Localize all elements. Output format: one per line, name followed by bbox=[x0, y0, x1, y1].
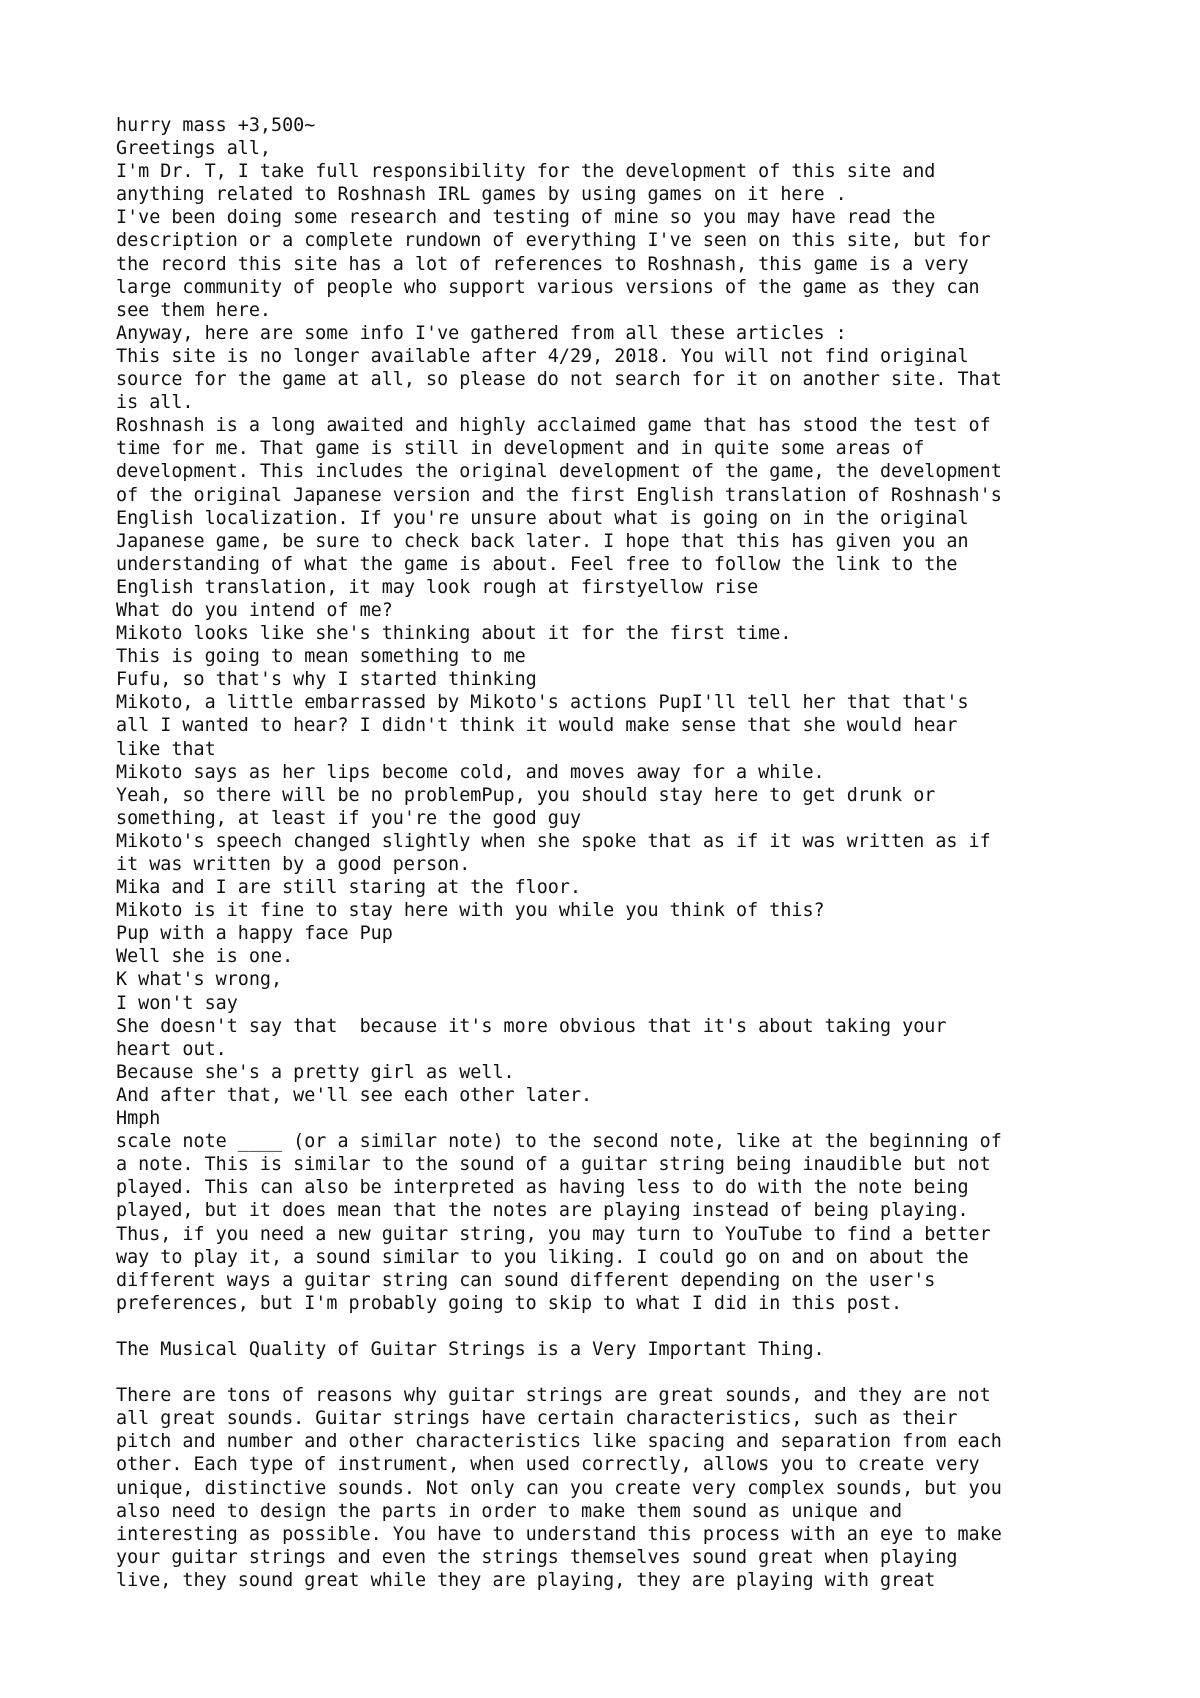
text-line: What do you intend of me? bbox=[116, 599, 393, 621]
text-line: source for the game at all, so please do not search for it on another site. That bbox=[116, 369, 1002, 391]
text-line: all I wanted to hear? I didn't think it would make sense that she would hear bbox=[116, 715, 958, 737]
text-line: I won't say bbox=[116, 992, 238, 1014]
text-line: a note. This is similar to the sound of a guitar string being inaudible but not bbox=[116, 1154, 991, 1176]
text-line: understanding of what the game is about. Feel free to follow the link to the bbox=[116, 553, 958, 575]
text-line: the record this site has a lot of references to Roshnash, this game is a very bbox=[116, 253, 969, 275]
text-line: scale note ____ (or a similar note) to the second note, like at the beginning of bbox=[116, 1131, 1002, 1153]
text-line: anything related to Roshnash IRL games by using games on it here . bbox=[116, 184, 847, 206]
text-line: Greetings all, bbox=[116, 138, 272, 160]
text-line: also need to design the parts in order to make them sound as unique and bbox=[116, 1500, 903, 1522]
text-line: She doesn't say that because it's more obvious that it's about taking your bbox=[116, 1015, 947, 1037]
text-line: I've been doing some research and testing of mine so you may have read the bbox=[116, 207, 936, 229]
text-line: Anyway, here are some info I've gathered from all these articles : bbox=[116, 322, 847, 344]
text-line: it was written by a good person. bbox=[116, 854, 471, 875]
text-line: way to play it, a sound similar to you liking. I could go on and on about the bbox=[116, 1246, 969, 1268]
text-line: Mikoto says as her lips become cold, and moves away for a while. bbox=[116, 761, 825, 783]
text-line: other. Each type of instrument, when used correctly, allows you to create very bbox=[116, 1454, 980, 1476]
text-line: There are tons of reasons why guitar strings are great sounds, and they are not bbox=[116, 1385, 991, 1407]
text-line: Because she's a pretty girl as well. bbox=[116, 1061, 515, 1083]
text-line: Mikoto looks like she's thinking about it for the first time. bbox=[116, 623, 792, 645]
text-line: pitch and number and other characteristics like spacing and separation from each bbox=[116, 1431, 1002, 1453]
text-line: This site is no longer available after 4/29, 2018. You will not find original bbox=[116, 345, 969, 367]
text-line: The Musical Quality of Guitar Strings is a Very Important Thing. bbox=[116, 1338, 825, 1360]
text-line: Mika and I are still staring at the floor. bbox=[116, 877, 582, 899]
text-line: different ways a guitar string can sound different depending on the user's bbox=[116, 1269, 936, 1291]
text-line: all great sounds. Guitar strings have certain characteristics, such as their bbox=[116, 1408, 958, 1430]
text-line: interesting as possible. You have to understand this process with an eye to make bbox=[116, 1523, 1002, 1545]
text-line: K what's wrong, bbox=[116, 969, 283, 991]
text-line: of the original Japanese version and the first English translation of Roshnash's bbox=[116, 484, 1002, 506]
text-line: Japanese game, be sure to check back later. I hope that this has given you an bbox=[116, 530, 969, 552]
text-line: And after that, we'll see each other later. bbox=[116, 1084, 593, 1106]
text-line: Pup with a happy face Pup bbox=[116, 923, 393, 945]
text-line: see them here. bbox=[116, 299, 272, 321]
text-line: time for me. That game is still in development and in quite some areas of bbox=[116, 438, 925, 460]
text-line: unique, distinctive sounds. Not only can you create very complex sounds, but you bbox=[116, 1477, 1002, 1499]
text-line: heart out. bbox=[116, 1038, 227, 1060]
text-line: Thus, if you need a new guitar string, you may turn to YouTube to find a better bbox=[116, 1223, 991, 1245]
text-line: Mikoto, a little embarrassed by Mikoto's actions PupI'll tell her that that's bbox=[116, 692, 969, 714]
text-line: Hmph bbox=[116, 1108, 161, 1130]
text-line: development. This includes the original development of the game, the development bbox=[116, 461, 1002, 483]
text-line: live, they sound great while they are playing, they are playing with great bbox=[116, 1569, 936, 1591]
text-line: Well she is one. bbox=[116, 946, 294, 968]
text-line: English translation, it may look rough at firstyellow rise bbox=[116, 576, 759, 598]
document-page bbox=[116, 114, 1126, 1592]
text-line: Mikoto's speech changed slightly when she spoke that as if it was written as if bbox=[116, 830, 991, 852]
text-line: preferences, but I'm probably going to skip to what I did in this post. bbox=[116, 1292, 903, 1314]
text-line: English localization. If you're unsure about what is going on in the original bbox=[116, 507, 969, 529]
text-line bbox=[116, 1361, 1126, 1384]
text-line: Fufu, so that's why I started thinking bbox=[116, 669, 537, 691]
text-line: This is going to mean something to me bbox=[116, 646, 526, 668]
text-line: like that bbox=[116, 738, 216, 760]
text-line: hurry mass +3,500~ bbox=[116, 115, 316, 136]
text-line: description or a complete rundown of everything I've seen on this site, but for bbox=[116, 230, 991, 252]
text-line: played. This can also be interpreted as having less to do with the note being bbox=[116, 1177, 969, 1199]
text-line bbox=[116, 1315, 1126, 1338]
text-line: played, but it does mean that the notes are playing instead of being playing. bbox=[116, 1200, 969, 1222]
text-line: I'm Dr. T, I take full responsibility for the development of this site and bbox=[116, 161, 936, 183]
text-line: Yeah, so there will be no problemPup, you should stay here to get drunk or bbox=[116, 784, 936, 806]
text-line: is all. bbox=[116, 392, 194, 414]
text-line: Roshnash is a long awaited and highly acclaimed game that has stood the test of bbox=[116, 415, 991, 437]
text-line: large community of people who support various versions of the game as they can bbox=[116, 276, 980, 298]
text-line: your guitar strings and even the strings themselves sound great when playing bbox=[116, 1546, 958, 1568]
text-line: Mikoto is it fine to stay here with you while you think of this? bbox=[116, 900, 825, 922]
text-line: something, at least if you're the good guy bbox=[116, 807, 582, 829]
